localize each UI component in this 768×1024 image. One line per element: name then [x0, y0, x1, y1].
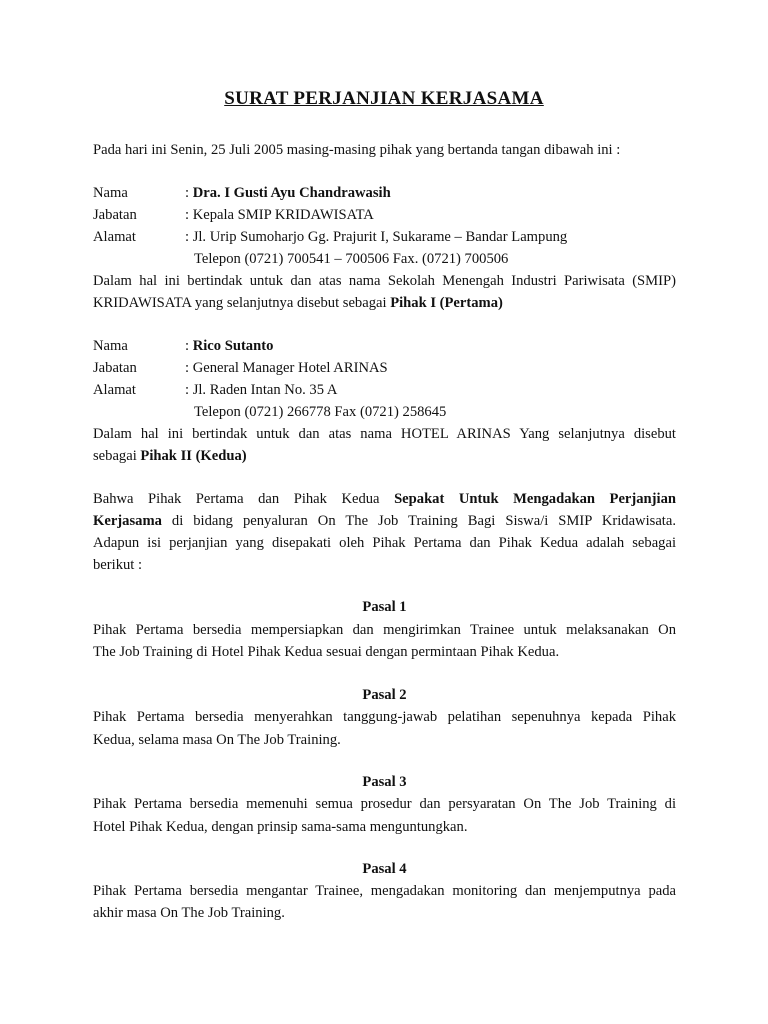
- text: sebagai: [93, 448, 141, 464]
- pihak1-desc-line2: [93, 292, 676, 314]
- agreement-line3: Adapun isi perjanjian yang disepakati oleh Pihak Pertama dan Pihak Kedua adalah sebagai: [93, 535, 676, 551]
- sep: :: [185, 229, 193, 245]
- pihak1-desc-line1: Dalam hal ini bertindak untuk dan atas nama Sekolah Menengah Industri Pariwisata (SMIP): [93, 273, 676, 289]
- pihak1-telepon: Telepon (0721) 700541 – 700506 Fax. (0721) 700506: [194, 251, 509, 267]
- pihak1-designation: Pihak I (Pertama): [390, 295, 503, 311]
- value: Jl. Urip Sumoharjo Gg. Prajurit I, Sukarame – Bandar Lampung: [192, 229, 568, 245]
- pihak2-telepon: Telepon (0721) 266778 Fax (0721) 258645: [194, 404, 447, 420]
- document-title: SURAT PERJANJIAN KERJASAMA: [224, 88, 544, 109]
- pasal-1-line2: The Job Training di Hotel Pihak Kedua sesuai dengan permintaan Pihak Kedua.: [93, 644, 560, 660]
- pihak2-jabatan: [93, 357, 676, 379]
- pasal-4-line2: akhir masa On The Job Training.: [93, 905, 285, 921]
- pasal-3-line2: Hotel Pihak Kedua, dengan prinsip sama-sama menguntungkan.: [93, 819, 468, 835]
- pihak1-nama: [93, 182, 676, 204]
- agreement-line1: [93, 488, 676, 510]
- pihak2-nama: [93, 335, 676, 357]
- label: Nama: [93, 185, 128, 201]
- pihak1-jabatan: [93, 204, 676, 226]
- pasal-4-line1: Pihak Pertama bersedia mengantar Trainee, mengadakan monitoring dan menjemputnya pada: [93, 883, 676, 899]
- pihak2-desc-line2: [93, 445, 676, 467]
- pasal-1-line1: Pihak Pertama bersedia mempersiapkan dan mengirimkan Trainee untuk melaksanakan On: [93, 622, 676, 638]
- pasal-3-title: Pasal 3: [362, 774, 407, 790]
- sep: :: [185, 185, 193, 201]
- pasal-2-line2: Kedua, selama masa On The Job Training.: [93, 732, 341, 748]
- pihak2-desc-line1: Dalam hal ini bertindak untuk dan atas nama HOTEL ARINAS Yang selanjutnya disebut: [93, 426, 676, 442]
- value: Dra. I Gusti Ayu Chandrawasih: [192, 185, 391, 201]
- pasal-2-line1: Pihak Pertama bersedia menyerahkan tanggung-jawab pelatihan sepenuhnya kepada Pihak: [93, 709, 676, 725]
- label: Jabatan: [93, 360, 137, 376]
- pasal-1-title: Pasal 1: [362, 599, 407, 615]
- sep: :: [185, 382, 193, 398]
- pihak2-alamat: [93, 379, 676, 401]
- value: Jl. Raden Intan No. 35 A: [192, 382, 338, 398]
- value: Kepala SMIP KRIDAWISATA: [192, 207, 374, 223]
- value: General Manager Hotel ARINAS: [192, 360, 388, 376]
- bold-text: Kerjasama: [93, 513, 162, 529]
- agreement-line4: berikut :: [93, 557, 143, 573]
- value: Rico Sutanto: [192, 338, 274, 354]
- label: Alamat: [93, 382, 136, 398]
- pihak2-designation: Pihak II (Kedua): [140, 448, 247, 464]
- text: KRIDAWISATA yang selanjutnya disebut sebagai: [93, 295, 391, 311]
- opening-line: Pada hari ini Senin, 25 Juli 2005 masing-masing pihak yang bertanda tangan dibawah ini :: [93, 142, 621, 158]
- label: Jabatan: [93, 207, 137, 223]
- text: di bidang penyaluran On The Job Training Bagi Siswa/i SMIP Kridawisata.: [161, 513, 676, 529]
- agreement-line2: [93, 510, 676, 532]
- text: Bahwa Pihak Pertama dan Pihak Kedua: [93, 491, 395, 507]
- label: Alamat: [93, 229, 136, 245]
- pasal-4-title: Pasal 4: [362, 861, 407, 877]
- sep: :: [185, 338, 193, 354]
- pasal-3-line1: Pihak Pertama bersedia memenuhi semua prosedur dan persyaratan On The Job Training di: [93, 796, 676, 812]
- label: Nama: [93, 338, 128, 354]
- sep: :: [185, 207, 193, 223]
- pihak1-alamat: [93, 226, 676, 248]
- sep: :: [185, 360, 193, 376]
- bold-text: Sepakat Untuk Mengadakan Perjanjian: [394, 491, 676, 507]
- pasal-2-title: Pasal 2: [362, 687, 407, 703]
